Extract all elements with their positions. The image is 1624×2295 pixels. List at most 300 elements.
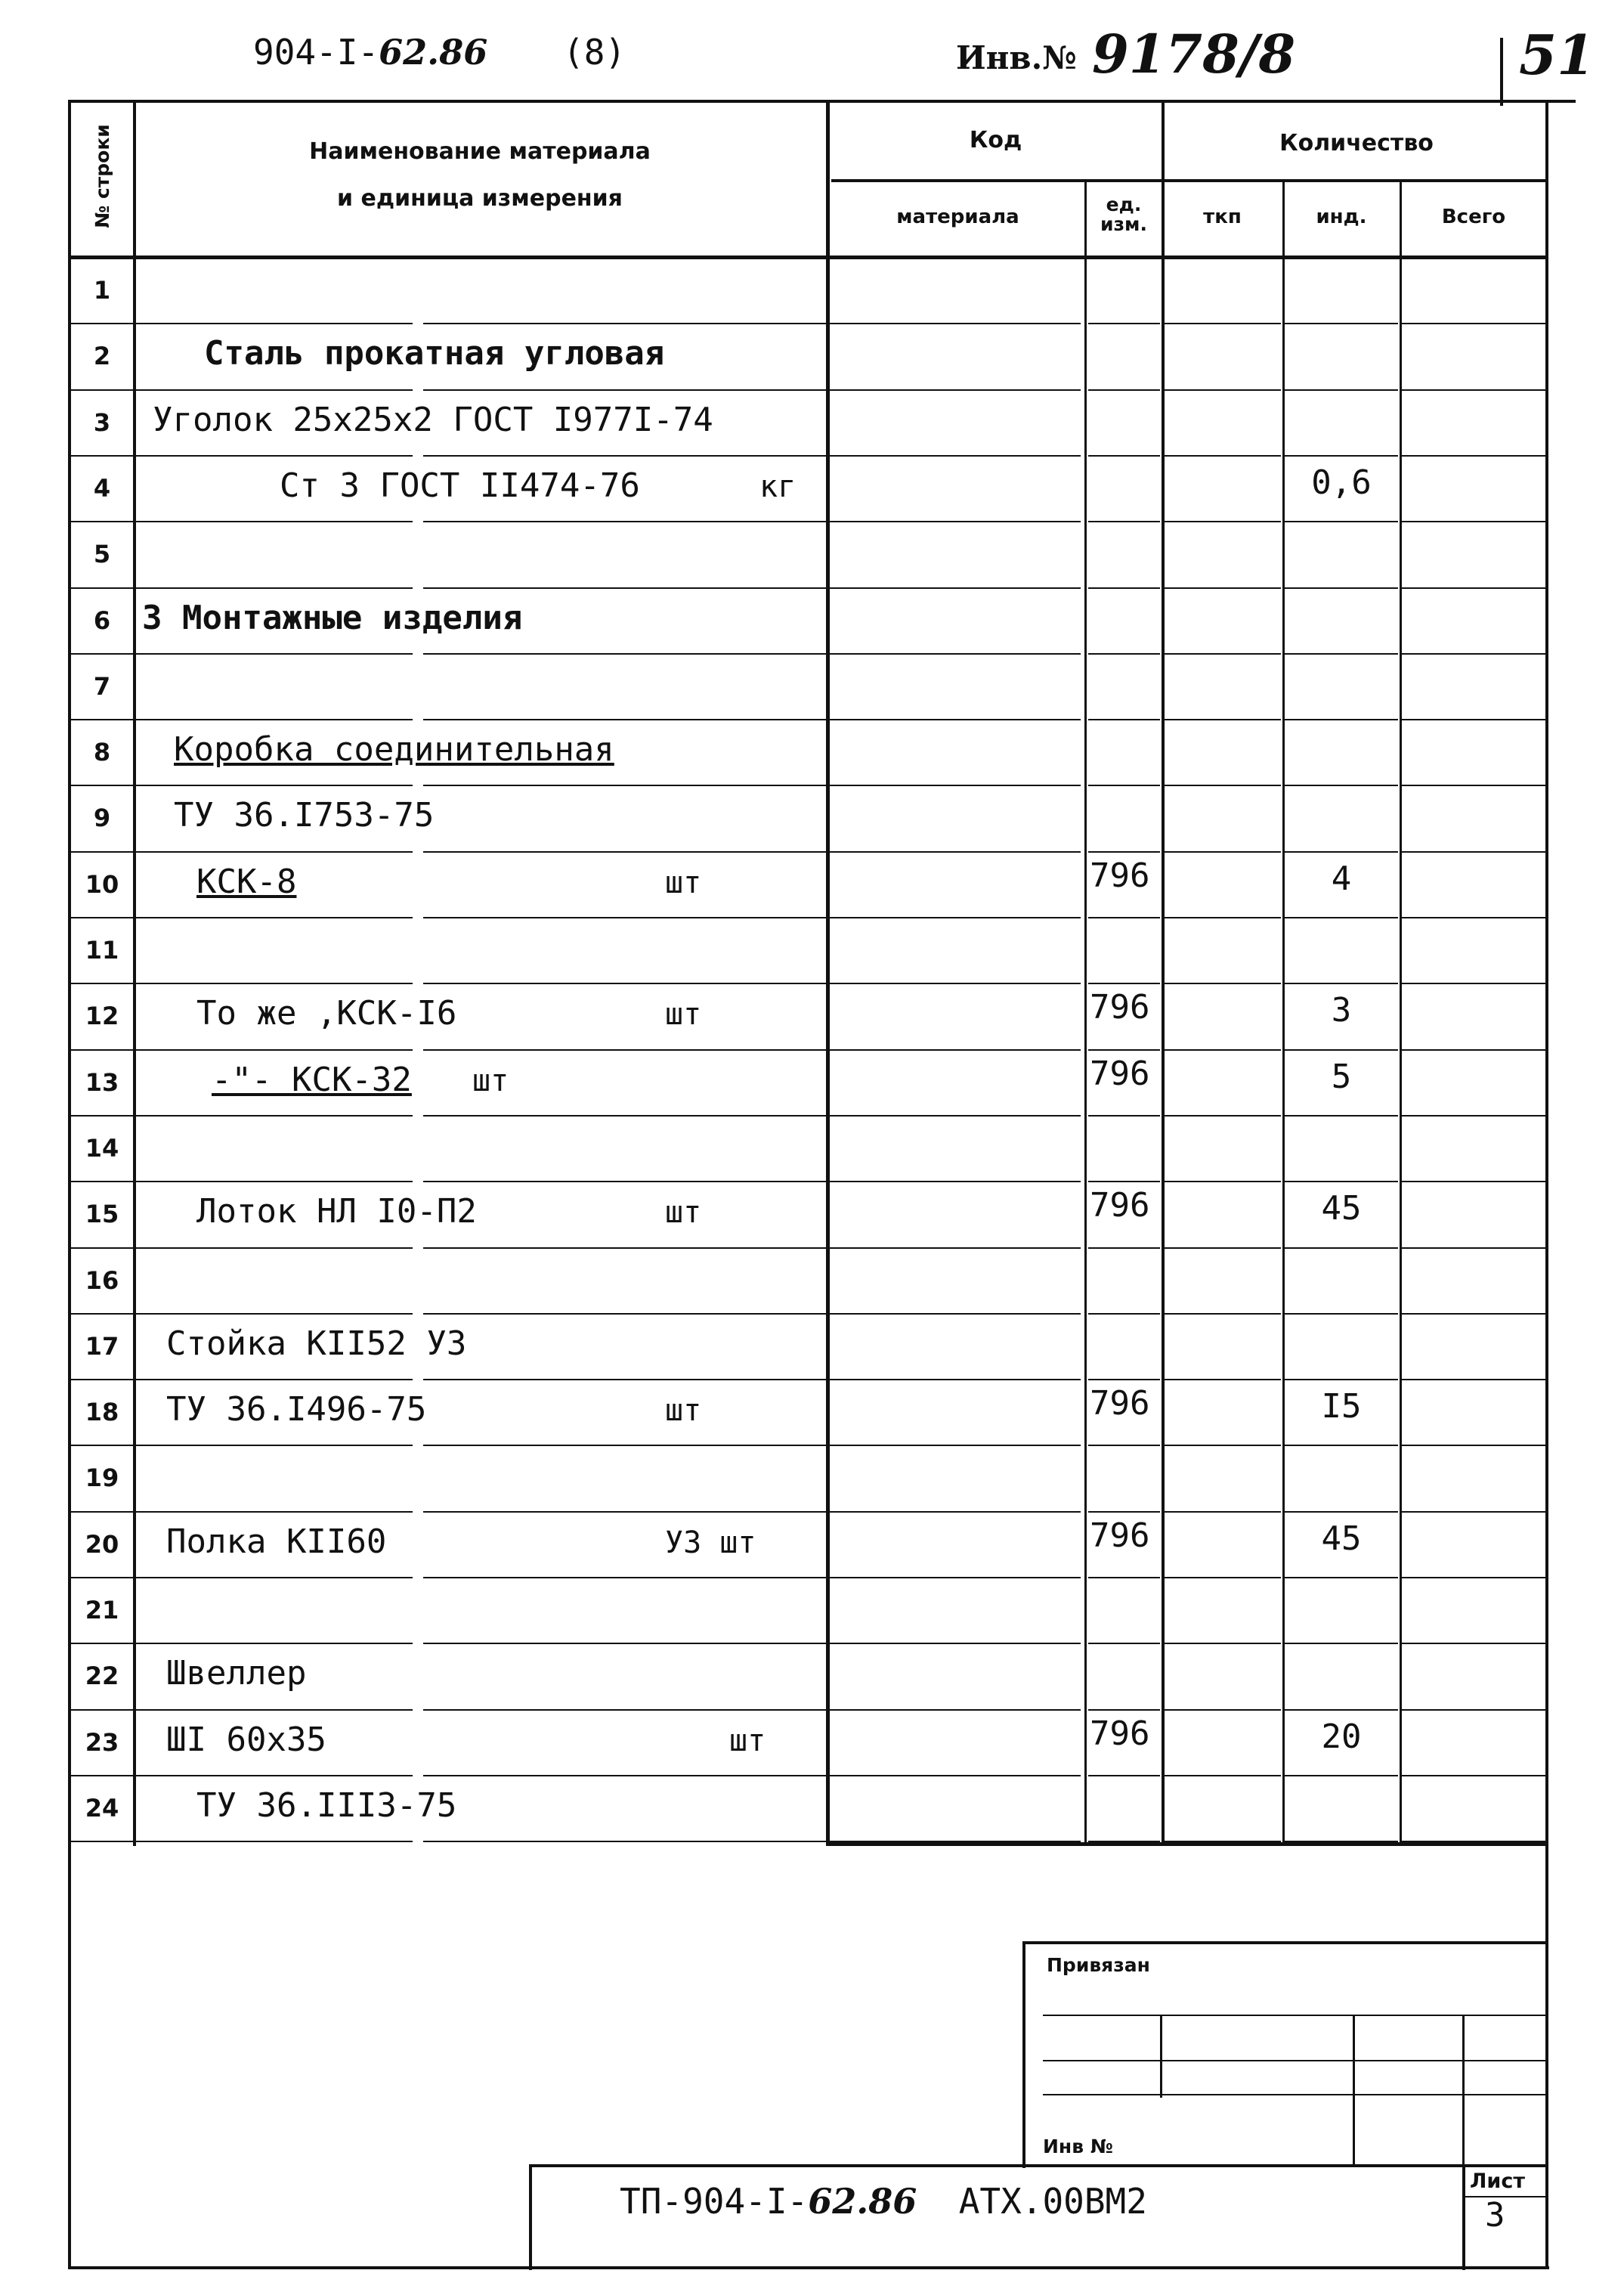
row-description: Полка КII60 [166, 1522, 387, 1561]
row-rule [1088, 1709, 1160, 1711]
row-rule [423, 1247, 835, 1249]
row-rule [1088, 785, 1160, 786]
row-rule [1402, 785, 1545, 786]
row-number: 5 [93, 540, 111, 569]
row-rule [831, 455, 1081, 457]
inventory-label: Инв.№ [956, 39, 1077, 76]
row-rule [831, 323, 1081, 324]
row-number: 18 [85, 1398, 119, 1427]
row-rule [1164, 983, 1281, 984]
row-rule [1285, 983, 1398, 984]
row-number-rule [70, 1445, 133, 1446]
row-number-rule [70, 1247, 133, 1249]
row-rule [423, 1643, 835, 1644]
row-number: 24 [85, 1793, 119, 1823]
row-unit: шт [665, 1195, 702, 1231]
row-description: Стойка КII52 У3 [166, 1324, 467, 1363]
row-rule [423, 851, 835, 853]
row-rule [1285, 389, 1398, 391]
row-rule [831, 1775, 1081, 1776]
doc-part: (8) [563, 32, 626, 73]
stamp-rule-2 [1043, 2060, 1545, 2061]
row-quantity-ind: 45 [1321, 1189, 1362, 1228]
row-rule [1164, 1049, 1281, 1051]
doc-series-handwritten: 62.86 [379, 32, 488, 73]
row-unit-code: 796 [1090, 1714, 1150, 1753]
row-rule [1164, 1445, 1281, 1446]
unit-header: ед. изм. [1100, 194, 1147, 235]
row-rule [133, 1379, 413, 1380]
row-number-rule [70, 983, 133, 984]
row-rule [1088, 851, 1160, 853]
row-number: 4 [93, 473, 111, 503]
row-rule [1285, 719, 1398, 720]
row-number: 23 [85, 1727, 119, 1757]
row-rule [831, 1115, 1081, 1117]
row-rule [423, 1511, 835, 1513]
row-rule [423, 1181, 835, 1182]
row-quantity-ind: 5 [1331, 1057, 1352, 1096]
row-rule [1164, 1181, 1281, 1182]
stamp-rule-1 [1043, 2015, 1545, 2016]
row-rule [1088, 1511, 1160, 1513]
row-rule [133, 917, 413, 918]
row-rule [133, 521, 413, 522]
doc-code-suffix: АТХ.00ВМ2 [958, 2181, 1147, 2222]
row-rule [1285, 521, 1398, 522]
row-rule [133, 785, 413, 786]
row-number-rule [70, 1775, 133, 1776]
row-rule [1285, 1049, 1398, 1051]
row-rule [1164, 1115, 1281, 1117]
row-number-rule [70, 1313, 133, 1315]
row-rule [133, 1247, 413, 1249]
row-rule [133, 1115, 413, 1117]
row-number: 8 [93, 738, 111, 767]
row-rule [831, 389, 1081, 391]
row-quantity-ind: 45 [1321, 1519, 1362, 1558]
row-rule [831, 1709, 1081, 1711]
row-rule [423, 1379, 835, 1380]
doc-code-handwritten: 62.86 [808, 2181, 917, 2222]
row-description: КСК-8 [196, 862, 297, 901]
row-rule [831, 587, 1081, 589]
row-rule [1088, 1445, 1160, 1446]
row-rule [1164, 719, 1281, 720]
row-rule [423, 719, 835, 720]
row-rule [133, 1643, 413, 1644]
row-rule [423, 587, 835, 589]
row-rule [1164, 1643, 1281, 1644]
inventory-number: 9178/8 [1092, 23, 1296, 85]
row-rule [1088, 1577, 1160, 1578]
row-unit: кг [759, 469, 797, 504]
row-quantity-ind: I5 [1321, 1387, 1362, 1426]
row-unit: шт [665, 865, 702, 900]
title-block-left-border [529, 2164, 532, 2270]
row-description: Лоток НЛ I0-П2 [196, 1192, 477, 1231]
row-rule [133, 1049, 413, 1051]
row-number-rule [70, 389, 133, 391]
row-rule [1088, 1181, 1160, 1182]
page-number-divider [1500, 38, 1503, 106]
row-rule [1088, 323, 1160, 324]
row-rule [423, 653, 835, 655]
row-rule [1285, 653, 1398, 655]
row-number-rule [70, 1115, 133, 1117]
row-rule [1402, 851, 1545, 853]
row-unit: У3 шт [665, 1525, 756, 1560]
row-number: 14 [85, 1133, 119, 1163]
row-rule [831, 521, 1081, 522]
frame-bottom [68, 2266, 1549, 2269]
row-number: 2 [93, 342, 111, 371]
total-header: Всего [1441, 206, 1506, 228]
stamp-rule-3 [1043, 2094, 1545, 2095]
row-rule [133, 851, 413, 853]
row-rule [1402, 587, 1545, 589]
row-rule [423, 323, 835, 324]
row-rule [1402, 1775, 1545, 1776]
col-divider-ind-total [1400, 179, 1402, 1846]
row-number: 1 [93, 276, 111, 305]
row-rule [1285, 1379, 1398, 1380]
row-description: Ст 3 ГОСТ II474-76 [280, 466, 640, 505]
row-rule [1088, 719, 1160, 720]
row-rule [1164, 1775, 1281, 1776]
row-rule [1088, 1313, 1160, 1315]
row-rule [831, 851, 1081, 853]
row-rule [1164, 389, 1281, 391]
row-quantity-ind: 3 [1331, 991, 1352, 1030]
row-rule [1088, 521, 1160, 522]
frame-right [1545, 100, 1548, 2269]
row-rule [831, 1049, 1081, 1051]
row-number-rule [70, 653, 133, 655]
row-rule [423, 1841, 835, 1842]
row-rule [1285, 917, 1398, 918]
row-rule [1088, 1379, 1160, 1380]
row-rule [1402, 1115, 1545, 1117]
row-rule [831, 1577, 1081, 1578]
row-rule [133, 719, 413, 720]
row-rule [1285, 1247, 1398, 1249]
quantity-header: Количество [1279, 130, 1434, 156]
row-description: ТУ 36.III3-75 [196, 1786, 457, 1825]
row-number-rule [70, 323, 133, 324]
col-divider-rownum [133, 100, 136, 1846]
row-rule [1164, 1511, 1281, 1513]
top-rule [68, 100, 1576, 103]
row-description: ТУ 36.I753-75 [174, 796, 435, 835]
name-header-line1: Наименование материала [309, 138, 651, 165]
row-rule [1402, 1313, 1545, 1315]
row-rule [1402, 1511, 1545, 1513]
row-rule [1164, 785, 1281, 786]
row-rule [423, 1445, 835, 1446]
row-rule [423, 1709, 835, 1711]
sheet-label: Лист [1470, 2170, 1525, 2193]
row-rule [1164, 1247, 1281, 1249]
row-quantity-ind: 20 [1321, 1717, 1362, 1756]
row-rule [1402, 983, 1545, 984]
row-number: 13 [85, 1067, 119, 1097]
row-rule [133, 1445, 413, 1446]
row-rule [133, 587, 413, 589]
row-rule [831, 785, 1081, 786]
sheet-number: 3 [1485, 2196, 1505, 2235]
row-rule [1285, 1577, 1398, 1578]
col-divider-name [826, 100, 830, 1846]
row-rule [1285, 1709, 1398, 1711]
row-number: 3 [93, 407, 111, 437]
row-description: ШI 60x35 [166, 1720, 326, 1759]
row-rule [831, 653, 1081, 655]
row-description: Коробка соединительная [174, 730, 614, 770]
row-rule [423, 1313, 835, 1315]
row-number-rule [70, 1709, 133, 1711]
row-rule [1285, 1313, 1398, 1315]
name-header-line2: и единица измерения [337, 185, 623, 212]
col-divider-material-unit [1084, 179, 1087, 1846]
frame-left [68, 100, 71, 2269]
row-rule [423, 1049, 835, 1051]
row-description: Уголок 25x25x2 ГОСТ I977I-74 [153, 400, 713, 439]
row-number-rule [70, 1841, 133, 1842]
row-quantity-ind: 4 [1331, 859, 1352, 898]
row-number: 7 [93, 671, 111, 701]
row-rule [1088, 653, 1160, 655]
stamp-left-border [1022, 1941, 1025, 2168]
row-number-rule [70, 587, 133, 589]
row-rule [1088, 1643, 1160, 1644]
row-rule [831, 1313, 1081, 1315]
row-rule [1088, 1115, 1160, 1117]
row-number: 9 [93, 804, 111, 833]
material-header: материала [896, 206, 1019, 228]
row-rule [133, 1841, 413, 1842]
row-rule [1402, 1247, 1545, 1249]
row-number: 22 [85, 1662, 119, 1691]
row-rule [1402, 719, 1545, 720]
code-header: Код [969, 127, 1022, 153]
row-rule [831, 1445, 1081, 1446]
row-rule [1164, 521, 1281, 522]
row-rule [1285, 323, 1398, 324]
row-rule [1285, 1511, 1398, 1513]
row-number: 16 [85, 1265, 119, 1295]
row-number-rule [70, 1379, 133, 1380]
row-unit-code: 796 [1090, 988, 1150, 1027]
sheet-cell-border [1462, 2164, 1465, 2270]
row-rule [1402, 917, 1545, 918]
row-rule [133, 653, 413, 655]
row-unit-code: 796 [1090, 1186, 1150, 1225]
row-description: ТУ 36.I496-75 [166, 1390, 427, 1429]
row-rule [1164, 1577, 1281, 1578]
row-rule [133, 1511, 413, 1513]
row-rule [1088, 1049, 1160, 1051]
row-number-rule [70, 785, 133, 786]
page-number: 51 [1519, 23, 1595, 87]
header-bottom-rule [68, 256, 1545, 259]
row-rule [133, 983, 413, 984]
col-divider-code-qty [1162, 100, 1165, 1846]
row-rule [831, 917, 1081, 918]
row-rule [1285, 1643, 1398, 1644]
row-rule [423, 1775, 835, 1776]
row-description: То же ,КСК-I6 [196, 994, 457, 1033]
row-number-rule [70, 455, 133, 457]
row-rule [1088, 389, 1160, 391]
row-rule [1164, 1709, 1281, 1711]
row-number-rule [70, 1577, 133, 1578]
row-rule [1285, 851, 1398, 853]
row-number: 11 [85, 936, 119, 965]
row-rule [133, 389, 413, 391]
row-rule [133, 455, 413, 457]
row-unit-code: 796 [1090, 1516, 1150, 1555]
row-rule [423, 1577, 835, 1578]
stamp-div-3 [1462, 2015, 1465, 2166]
row-unit-code: 796 [1090, 1054, 1150, 1093]
row-rule [1402, 653, 1545, 655]
row-rule [1164, 917, 1281, 918]
row-rule [1402, 1643, 1545, 1644]
row-rule [133, 323, 413, 324]
row-number-header: № строки [91, 124, 113, 228]
ind-header: инд. [1316, 206, 1367, 228]
row-number: 15 [85, 1200, 119, 1229]
row-number-rule [70, 521, 133, 522]
row-number: 17 [85, 1331, 119, 1361]
row-rule [831, 1643, 1081, 1644]
doc-code [620, 2181, 1147, 2222]
row-rule [423, 1115, 835, 1117]
row-rule [423, 917, 835, 918]
row-rule [1285, 455, 1398, 457]
row-unit-code: 796 [1090, 856, 1150, 895]
row-rule [831, 1247, 1081, 1249]
row-number-rule [70, 917, 133, 918]
row-rule [1164, 323, 1281, 324]
row-rule [1088, 587, 1160, 589]
row-rule [1402, 323, 1545, 324]
row-rule [1402, 521, 1545, 522]
row-rule [1164, 653, 1281, 655]
row-rule [423, 785, 835, 786]
row-rule [133, 1313, 413, 1315]
row-description: 3 Монтажные изделия [142, 598, 523, 637]
row-number-rule [70, 719, 133, 720]
row-rule [1164, 851, 1281, 853]
row-rule [1402, 1709, 1545, 1711]
row-rule [1285, 1445, 1398, 1446]
col-divider-tkp-ind [1282, 179, 1285, 1846]
table-bottom-rule [826, 1842, 1545, 1846]
row-rule [423, 389, 835, 391]
stamp-div-2 [1353, 2015, 1355, 2166]
row-rule [133, 1775, 413, 1776]
row-rule [1402, 455, 1545, 457]
row-rule [831, 719, 1081, 720]
row-rule [1285, 1775, 1398, 1776]
row-rule [423, 521, 835, 522]
row-unit-code: 796 [1090, 1384, 1150, 1423]
row-number-rule [70, 1643, 133, 1644]
row-rule [1285, 1115, 1398, 1117]
row-rule [1402, 1445, 1545, 1446]
row-description: Сталь прокатная угловая [204, 334, 665, 373]
row-rule [1164, 1379, 1281, 1380]
row-rule [1285, 587, 1398, 589]
stamp-top-rule [1022, 1941, 1545, 1944]
tkp-header: ткп [1203, 206, 1242, 228]
row-unit: шт [665, 1393, 702, 1429]
row-description: -"- КСК-32 [212, 1060, 412, 1099]
row-rule [1402, 1181, 1545, 1182]
row-number: 20 [85, 1529, 119, 1559]
row-rule [1164, 1313, 1281, 1315]
title-block-top-rule [529, 2164, 1545, 2167]
row-number: 12 [85, 1002, 119, 1031]
row-rule [831, 983, 1081, 984]
row-number: 21 [85, 1596, 119, 1624]
doc-code-prefix: ТП-904-I- [620, 2181, 809, 2222]
row-rule [1088, 1775, 1160, 1776]
row-rule [1088, 983, 1160, 984]
row-rule [1402, 1379, 1545, 1380]
row-rule [1285, 1181, 1398, 1182]
row-number-rule [70, 1049, 133, 1051]
row-description: Швеллер [166, 1654, 307, 1693]
row-number: 6 [93, 605, 111, 635]
row-unit: шт [729, 1723, 766, 1758]
row-rule [1402, 1577, 1545, 1578]
doc-series-printed: 904-I- [253, 32, 379, 73]
row-number: 19 [85, 1463, 119, 1493]
row-quantity-ind: 0,6 [1311, 463, 1372, 502]
row-number-rule [70, 1511, 133, 1513]
row-rule [1088, 455, 1160, 457]
row-rule [1164, 587, 1281, 589]
row-unit: шт [472, 1063, 509, 1098]
row-rule [831, 1511, 1081, 1513]
header-mid-rule [831, 179, 1545, 182]
row-rule [133, 1181, 413, 1182]
stamp-attached-label: Привязан [1047, 1954, 1150, 1976]
row-rule [1088, 1247, 1160, 1249]
row-rule [133, 1577, 413, 1578]
row-rule [1402, 389, 1545, 391]
row-rule [1402, 1049, 1545, 1051]
row-number: 10 [85, 869, 119, 899]
stamp-inv-label: Инв № [1043, 2135, 1113, 2157]
row-rule [1164, 455, 1281, 457]
row-rule [831, 1181, 1081, 1182]
row-rule [1088, 917, 1160, 918]
row-unit: шт [665, 997, 702, 1033]
stamp-div-1 [1160, 2015, 1162, 2098]
row-rule [1285, 785, 1398, 786]
doc-series [253, 32, 487, 73]
row-rule [831, 1379, 1081, 1380]
row-rule [133, 1709, 413, 1711]
row-number-rule [70, 1181, 133, 1182]
row-number-rule [70, 851, 133, 853]
row-rule [423, 983, 835, 984]
row-rule [423, 455, 835, 457]
